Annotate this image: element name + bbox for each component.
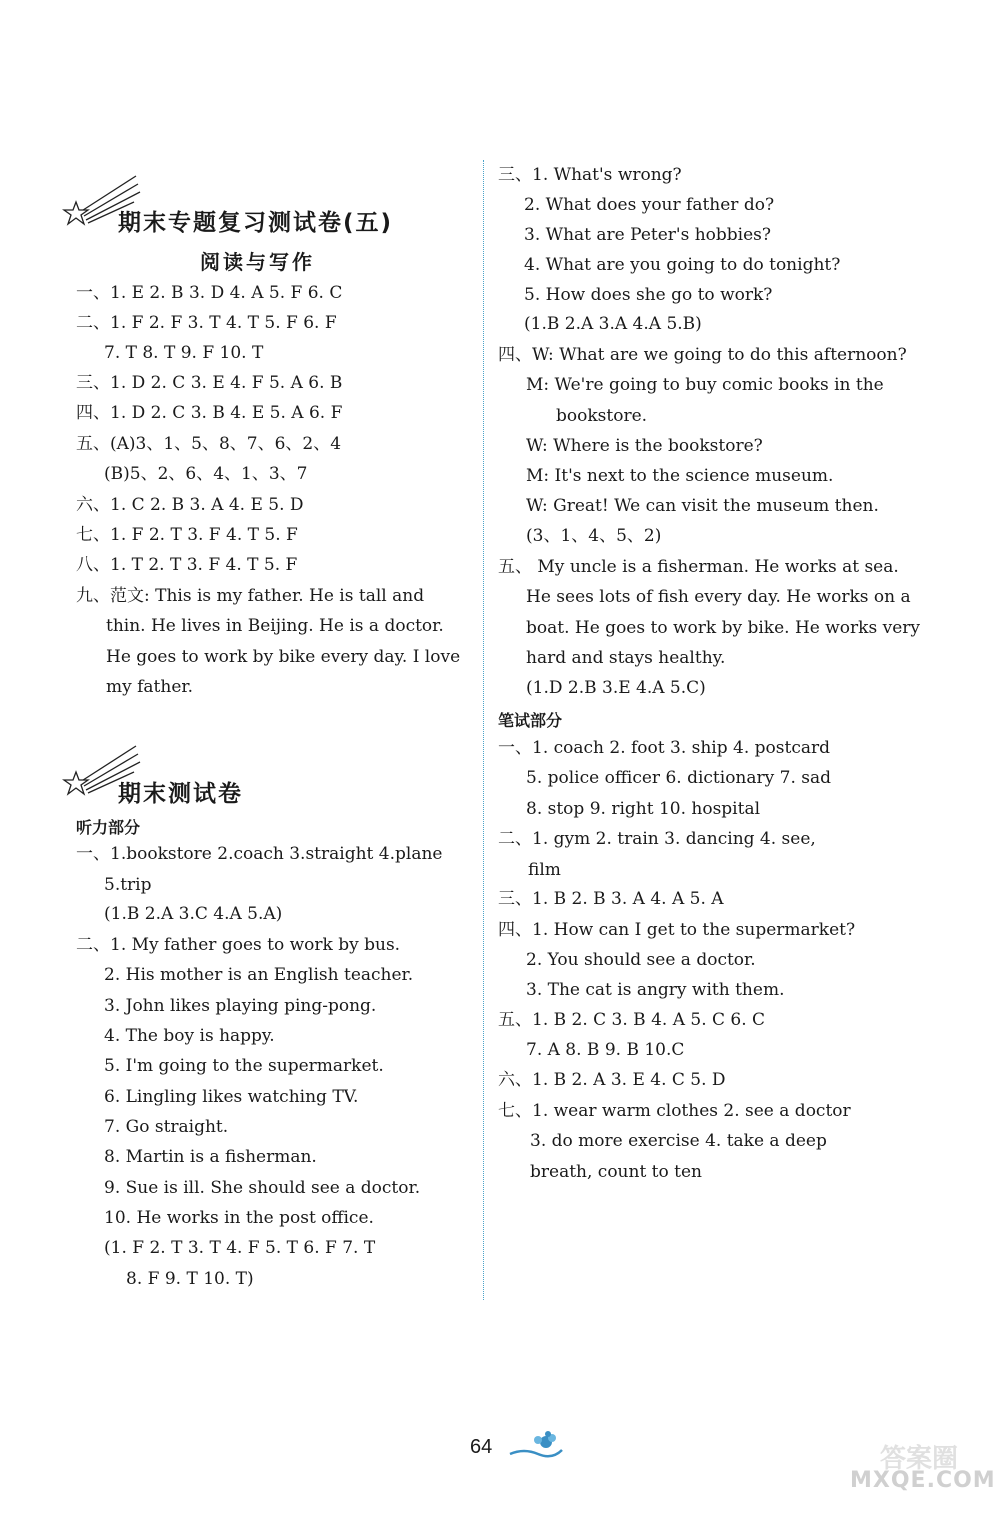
- section1-subtitle: 阅读与写作: [200, 250, 315, 274]
- answer-line: 2. You should see a doctor.: [526, 950, 756, 970]
- answer-line: 三、1. D 2. C 3. E 4. F 5. A 6. B: [76, 373, 343, 393]
- answer-line: 3. John likes playing ping-pong.: [104, 996, 377, 1016]
- answer-line: 二、1. gym 2. train 3. dancing 4. see,: [498, 829, 816, 849]
- answer-line: 四、W: What are we going to do this afternoon?: [498, 345, 907, 365]
- answer-line: 9. Sue is ill. She should see a doctor.: [104, 1178, 421, 1198]
- answer-line: 五、(A)3、1、5、8、7、6、2、4: [76, 434, 342, 454]
- answer-line: (1.D 2.B 3.E 4.A 5.C): [526, 678, 706, 698]
- answer-line: 八、1. T 2. T 3. F 4. T 5. F: [76, 555, 298, 575]
- answer-line: 六、1. B 2. A 3. E 4. C 5. D: [498, 1070, 726, 1090]
- answer-line: 四、1. How can I get to the supermarket?: [498, 920, 856, 940]
- answer-line: (1. F 2. T 3. T 4. F 5. T 6. F 7. T: [104, 1238, 376, 1258]
- answer-line: bookstore.: [556, 406, 648, 426]
- answer-line: 7. A 8. B 9. B 10.C: [526, 1040, 685, 1060]
- answer-line: 8. F 9. T 10. T): [126, 1269, 254, 1289]
- section1-title: 期末专题复习测试卷(五): [118, 210, 394, 236]
- answer-line: 3. The cat is angry with them.: [526, 980, 785, 1000]
- answer-line: 4. What are you going to do tonight?: [524, 255, 841, 275]
- answer-line: 4. The boy is happy.: [104, 1026, 275, 1046]
- answer-line: 8. Martin is a fisherman.: [104, 1147, 317, 1167]
- answer-line: 一、1. coach 2. foot 3. ship 4. postcard: [498, 738, 830, 758]
- answer-line: (1.B 2.A 3.A 4.A 5.B): [524, 314, 702, 334]
- answer-line: 三、1. B 2. B 3. A 4. A 5. A: [498, 889, 724, 909]
- answer-line: 7. Go straight.: [104, 1117, 229, 1137]
- answer-line: M: It's next to the science museum.: [526, 466, 834, 486]
- answer-line: hard and stays healthy.: [526, 648, 726, 668]
- answer-line: (B)5、2、6、4、1、3、7: [104, 464, 308, 484]
- answer-line: 一、1. E 2. B 3. D 4. A 5. F 6. C: [76, 283, 343, 303]
- answer-line: 七、1. wear warm clothes 2. see a doctor: [498, 1101, 851, 1121]
- answer-line: 8. stop 9. right 10. hospital: [526, 799, 761, 819]
- answer-line: He goes to work by bike every day. I love: [106, 647, 461, 667]
- answer-line: 3. do more exercise 4. take a deep: [530, 1131, 827, 1151]
- answer-line: boat. He goes to work by bike. He works very: [526, 618, 920, 638]
- watermark-logo: 答案圈: [880, 1444, 959, 1474]
- answer-line: 5. I'm going to the supermarket.: [104, 1056, 384, 1076]
- answer-line: 七、1. F 2. T 3. F 4. T 5. F: [76, 525, 298, 545]
- answer-line: 5. police officer 6. dictionary 7. sad: [526, 768, 832, 788]
- answer-line: 六、1. C 2. B 3. A 4. E 5. D: [76, 495, 304, 515]
- column-divider: [483, 160, 484, 1300]
- answer-line: 2. His mother is an English teacher.: [104, 965, 414, 985]
- written-label: 笔试部分: [498, 711, 563, 730]
- section2-title: 期末测试卷: [118, 781, 243, 807]
- answer-line: 九、范文: This is my father. He is tall and: [76, 586, 425, 606]
- answer-line: 10. He works in the post office.: [104, 1208, 374, 1228]
- answer-line: 6. Lingling likes watching TV.: [104, 1087, 359, 1107]
- answer-line: 一、1.bookstore 2.coach 3.straight 4.plane: [76, 844, 443, 864]
- answer-line: 五、1. B 2. C 3. B 4. A 5. C 6. C: [498, 1010, 766, 1030]
- answer-line: 3. What are Peter's hobbies?: [524, 225, 771, 245]
- page-number: 64: [470, 1436, 493, 1458]
- watermark-url: MXQE.COM: [850, 1468, 996, 1493]
- answer-line: breath, count to ten: [530, 1162, 702, 1182]
- answer-line: 五、 My uncle is a fisherman. He works at sea.: [498, 557, 899, 577]
- answer-line: (3、1、4、5、2): [526, 526, 662, 546]
- answer-line: 2. What does your father do?: [524, 195, 775, 215]
- answer-line: 三、1. What's wrong?: [498, 165, 682, 185]
- listening-label: 听力部分: [76, 818, 141, 837]
- answer-line: 二、1. My father goes to work by bus.: [76, 935, 401, 955]
- answer-line: film: [528, 860, 561, 880]
- answer-line: 5. How does she go to work?: [524, 285, 773, 305]
- answer-line: He sees lots of fish every day. He works on a: [526, 587, 911, 607]
- answer-line: 7. T 8. T 9. F 10. T: [104, 343, 264, 363]
- answer-line: (1.B 2.A 3.C 4.A 5.A): [104, 904, 283, 924]
- answer-line: W: Where is the bookstore?: [526, 436, 763, 456]
- answer-line: 四、1. D 2. C 3. B 4. E 5. A 6. F: [76, 403, 343, 423]
- answer-line: W: Great! We can visit the museum then.: [526, 496, 879, 516]
- answer-line: 5.trip: [104, 875, 152, 895]
- flower-icon: [508, 1430, 564, 1464]
- answer-line: M: We're going to buy comic books in the: [526, 375, 884, 395]
- answer-line: thin. He lives in Beijing. He is a doctor.: [106, 616, 444, 636]
- answer-line: 二、1. F 2. F 3. T 4. T 5. F 6. F: [76, 313, 337, 333]
- answer-line: my father.: [106, 677, 194, 697]
